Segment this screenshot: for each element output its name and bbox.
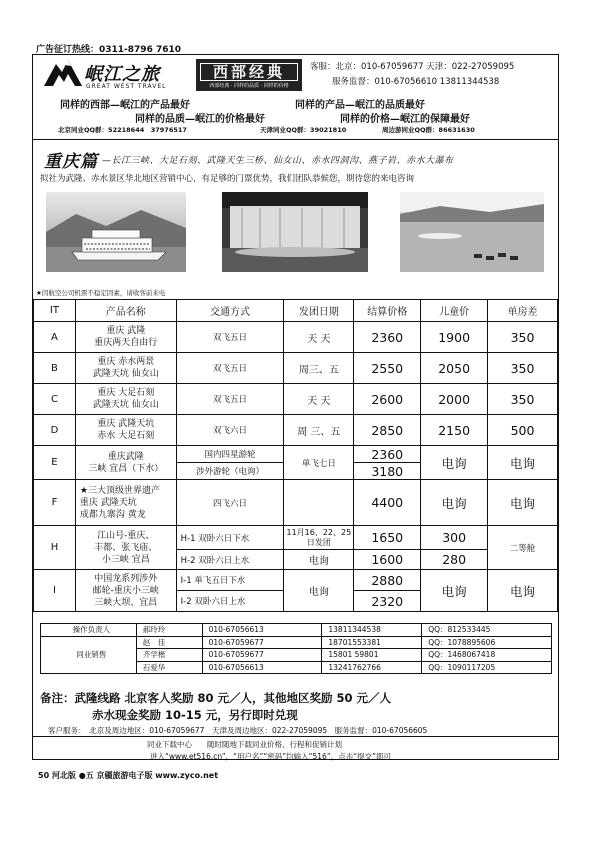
series-title: 西部经典 bbox=[200, 63, 298, 81]
staff-row bbox=[41, 624, 552, 637]
settlement-price-b: 2320 bbox=[354, 591, 421, 612]
staff-mobile: 15801 59801 bbox=[322, 649, 422, 662]
traffic-option-a: 国内四星游轮 bbox=[176, 446, 284, 463]
header-product-name: 产品名称 bbox=[75, 300, 176, 322]
settlement-price-a: 2360 bbox=[354, 446, 421, 463]
child-price: 电询 bbox=[421, 570, 488, 612]
download-center-title: 同业下载中心 随时随地下载同业价格、行程和促销计划 bbox=[147, 740, 342, 749]
departure-date: 单飞七日 bbox=[284, 446, 354, 480]
traffic-option-a: I-1 单飞五日下水 bbox=[176, 570, 284, 591]
staff-qq: QQ：1090117205 bbox=[422, 661, 552, 674]
product-name: ★三大顶级世界遗产 重庆 武隆天坑 成都九寨沟 黄龙 bbox=[75, 480, 176, 526]
series-badge bbox=[196, 59, 302, 91]
settlement-price: 2600 bbox=[354, 384, 421, 415]
qq-group-periphery: 周边游同业QQ群：86631630 bbox=[382, 126, 475, 134]
header-single-supplement: 单房差 bbox=[488, 300, 558, 322]
staff-row bbox=[41, 636, 552, 649]
single-supplement: 350 bbox=[488, 353, 558, 384]
staff-name: 齐学楷 bbox=[136, 649, 202, 662]
customer-service-contact: 客服：北京：010-67059677 天津：022-27059095 bbox=[310, 62, 515, 72]
child-price-b: 280 bbox=[421, 550, 488, 570]
staff-qq: QQ：1468067418 bbox=[422, 649, 552, 662]
brand-name-en: GREAT WEST TRAVEL bbox=[86, 83, 167, 90]
staff-qq: QQ：1078895606 bbox=[422, 636, 552, 649]
series-subtitle: 西部经典 · 同样的品质 · 同样的价格 bbox=[209, 83, 289, 89]
row-id: B bbox=[34, 353, 76, 384]
traffic-option-a: H-1 双卧六日下水 bbox=[176, 526, 284, 550]
staff-mobile: 18701553381 bbox=[322, 636, 422, 649]
child-price: 2150 bbox=[421, 415, 488, 446]
header-divider bbox=[33, 139, 558, 140]
single-supplement: 350 bbox=[488, 322, 558, 353]
staff-name: 郝玲玲 bbox=[136, 624, 202, 637]
departure-date: 天 天 bbox=[284, 322, 354, 353]
product-name: 重庆武隆 三峡 宜昌（下水） bbox=[75, 446, 176, 480]
waterfall-photo bbox=[222, 192, 368, 272]
departure-date: 天 天 bbox=[284, 384, 354, 415]
mountain-logo-icon bbox=[44, 58, 82, 88]
staff-mobile: 13811344538 bbox=[322, 624, 422, 637]
single-supplement: 二等舱 bbox=[488, 526, 558, 570]
staff-phone: 010-67059677 bbox=[202, 649, 322, 662]
flight-note: ★因航空公司机票不稳定因素，请收客前来电 bbox=[36, 289, 166, 297]
header-child-price: 儿童价 bbox=[421, 300, 488, 322]
staff-contact-table bbox=[40, 623, 552, 674]
customer-service-line: 客户服务： 北京及周边地区：010-67059677 天津及周边地区：022-27059095 服务监督：010-67056605 bbox=[48, 726, 428, 735]
child-price: 电询 bbox=[421, 480, 488, 526]
settlement-price: 2850 bbox=[354, 415, 421, 446]
traffic: 双飞五日 bbox=[176, 353, 284, 384]
child-price-a: 300 bbox=[421, 526, 488, 550]
single-supplement: 电询 bbox=[488, 480, 558, 526]
route-title: 重庆篇 bbox=[44, 152, 98, 172]
product-name: 重庆 武隆天坑 赤水 大足石刻 bbox=[75, 415, 176, 446]
row-id: D bbox=[34, 415, 76, 446]
traffic-option-b: I-2 双卧六日上水 bbox=[176, 591, 284, 612]
remark-reward: 备注：武隆线路 北京客人奖励 80 元／人，其他地区奖励 50 元／人 bbox=[40, 691, 392, 705]
header-id: IT bbox=[34, 300, 76, 322]
staff-name: 赵 佳 bbox=[136, 636, 202, 649]
slogan-4: 同样的价格—岷江的保障最好 bbox=[340, 114, 470, 125]
table-row bbox=[34, 322, 558, 353]
staff-mobile: 13241762766 bbox=[322, 661, 422, 674]
slogan-1: 同样的西部—岷江的产品最好 bbox=[60, 100, 190, 111]
traffic-option-b: H-2 双卧六日上水 bbox=[176, 550, 284, 570]
slogan-2: 同样的产品—岷江的品质最好 bbox=[295, 100, 425, 111]
product-name: 重庆 大足石刻 武隆天坑 仙女山 bbox=[75, 384, 176, 415]
header-departure-date: 发团日期 bbox=[284, 300, 354, 322]
ad-hotline: 广告征订热线：0311-8796 7610 bbox=[36, 45, 182, 55]
settlement-price-b: 3180 bbox=[354, 463, 421, 480]
download-instructions: 进入“www.et516.cn”，“用户名”“密码”均输入“516”，点击“提交”即可 bbox=[150, 752, 391, 761]
cruise-ship-photo bbox=[46, 192, 186, 272]
traffic: 四飞六日 bbox=[176, 480, 284, 526]
settlement-price-a: 2880 bbox=[354, 570, 421, 591]
single-supplement: 500 bbox=[488, 415, 558, 446]
child-price: 电询 bbox=[421, 446, 488, 480]
service-supervision-contact: 服务监督：010-67056610 13811344538 bbox=[332, 77, 500, 87]
grassland-photo bbox=[400, 192, 544, 272]
traffic: 双飞六日 bbox=[176, 415, 284, 446]
child-price: 1900 bbox=[421, 322, 488, 353]
price-table bbox=[33, 299, 558, 612]
child-price: 2050 bbox=[421, 353, 488, 384]
table-header-row bbox=[34, 300, 558, 322]
row-id: C bbox=[34, 384, 76, 415]
brand-logo bbox=[44, 58, 186, 96]
header-traffic: 交通方式 bbox=[176, 300, 284, 322]
staff-phone: 010-67059677 bbox=[202, 636, 322, 649]
remark-cash: 赤水现金奖励 10-15 元，另行即时兑现 bbox=[92, 708, 298, 722]
row-id: H bbox=[34, 526, 76, 570]
product-name: 重庆 赤水两景 武隆天坑 仙女山 bbox=[75, 353, 176, 384]
qq-group-beijing: 北京同业QQ群：52218644 37976517 bbox=[58, 126, 187, 134]
product-name: 重庆 武隆 重庆两天自由行 bbox=[75, 322, 176, 353]
table-row bbox=[34, 446, 558, 463]
table-row bbox=[34, 415, 558, 446]
settlement-price: 2550 bbox=[354, 353, 421, 384]
table-row bbox=[34, 353, 558, 384]
qq-group-tianjin: 天津同业QQ群：39021810 bbox=[260, 126, 347, 134]
departure-date: 周 三、五 bbox=[284, 415, 354, 446]
settlement-price: 4400 bbox=[354, 480, 421, 526]
single-supplement: 350 bbox=[488, 384, 558, 415]
slogan-3: 同样的品质—岷江的价格最好 bbox=[135, 114, 265, 125]
traffic: 双飞五日 bbox=[176, 384, 284, 415]
row-id: A bbox=[34, 322, 76, 353]
settlement-price: 2360 bbox=[354, 322, 421, 353]
table-row bbox=[34, 570, 558, 591]
traffic-option-b: 涉外游轮（电询） bbox=[176, 463, 284, 480]
row-id: F bbox=[34, 480, 76, 526]
settlement-price-a: 1650 bbox=[354, 526, 421, 550]
sales-label: 同业销售 bbox=[41, 636, 137, 674]
row-id: E bbox=[34, 446, 76, 480]
row-id: I bbox=[34, 570, 76, 612]
single-supplement: 电询 bbox=[488, 446, 558, 480]
staff-name: 石爱华 bbox=[136, 661, 202, 674]
staff-qq: QQ：812533445 bbox=[422, 624, 552, 637]
page-footer: 50 河北版 ●五 京疆旅游电子版 www.zyco.net bbox=[38, 771, 219, 780]
product-name: 中国龙系列涉外 邮轮-重庆小三峡 三峡大坝、宜昌 bbox=[75, 570, 176, 612]
operator-label: 操作负责人 bbox=[41, 624, 137, 637]
service-divider bbox=[33, 736, 558, 737]
staff-phone: 010-67056613 bbox=[202, 661, 322, 674]
table-row bbox=[34, 480, 558, 526]
header-settlement-price: 结算价格 bbox=[354, 300, 421, 322]
table-row bbox=[34, 384, 558, 415]
staff-phone: 010-67056613 bbox=[202, 624, 322, 637]
traffic: 双飞五日 bbox=[176, 322, 284, 353]
route-intro: 拟社为武隆、赤水景区华北地区营销中心，有足够的门票优势，我们团队恭候您，期待您的来电咨询 bbox=[40, 174, 415, 184]
settlement-price-b: 1600 bbox=[354, 550, 421, 570]
brand-name-cn: 岷江之旅 bbox=[84, 64, 160, 85]
departure-date-b: 电询 bbox=[284, 550, 354, 570]
single-supplement: 电询 bbox=[488, 570, 558, 612]
table-row bbox=[34, 526, 558, 550]
departure-date: 周三、五 bbox=[284, 353, 354, 384]
child-price: 2000 bbox=[421, 384, 488, 415]
departure-date bbox=[284, 480, 354, 526]
route-sites: —长江三峡、大足石刻、武隆天生三桥、仙女山、赤水四洞沟、燕子岩、赤水大瀑布 bbox=[102, 156, 454, 166]
departure-date-a: 11月16、22、25日发团 bbox=[284, 526, 354, 550]
product-name: 江山号-重庆、 丰都、张飞庙、 小三峡 宜昌 bbox=[75, 526, 176, 570]
departure-date: 电询 bbox=[284, 570, 354, 612]
